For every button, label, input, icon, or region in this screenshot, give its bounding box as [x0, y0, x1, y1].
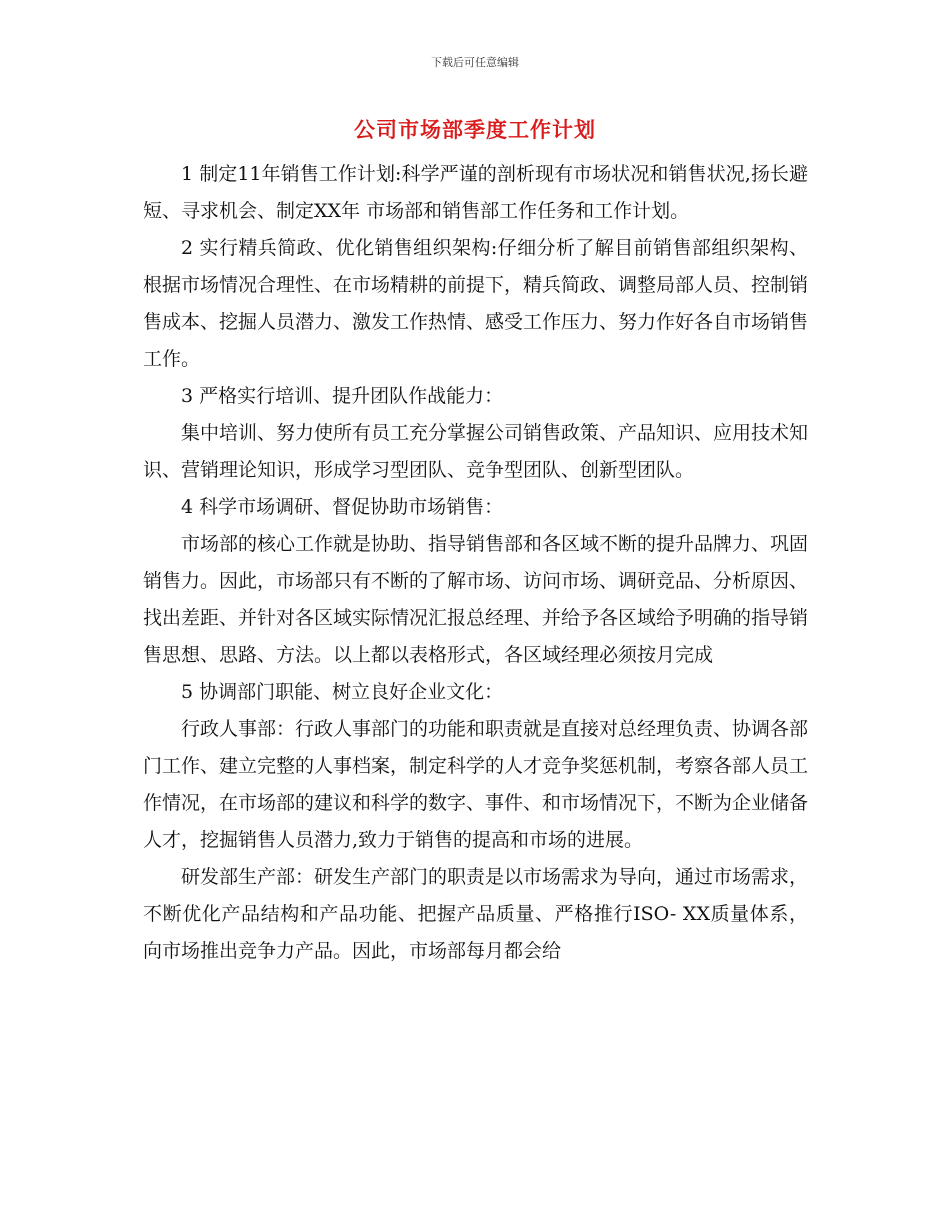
document-body	[143, 156, 808, 970]
paragraph-1: 1 制定11年销售工作计划:科学严谨的剖析现有市场状况和销售状况,扬长避短、寻求机会、制定XX年 市场部和销售部工作任务和工作计划。	[143, 163, 808, 222]
paragraph-9: 研发部生产部：研发生产部门的职责是以市场需求为导向，通过市场需求，不断优化产品结构和产品功能、把握产品质量、严格推行ISO- XX质量体系，向市场推出竞争力产品。因此，市场部每月都会给	[143, 866, 809, 962]
paragraph-6: 市场部的核心工作就是协助、指导销售部和各区域不断的提升品牌力、巩固销售力。因此，市场部只有不断的了解市场、访问市场、调研竞品、分析原因、找出差距、并针对各区域实际情况汇报总经理、并给予各区域给予明确的指导销售思想、思路、方法。以上都以表格形式，各区域经理必须按月完成	[143, 533, 809, 666]
header-note: 下载后可任意编辑	[431, 56, 519, 69]
paragraph-7: 5 协调部门职能、树立良好企业文化：	[181, 681, 504, 703]
paragraph-3: 3 严格实行培训、提升团队作战能力：	[181, 385, 504, 407]
paragraph-2: 2 实行精兵简政、优化销售组织架构:仔细分析了解目前销售部组织架构、根据市场情况合理性、在市场精耕的前提下，精兵简政、调整局部人员、控制销售成本、挖掘人员潜力、激发工作热情、感受工作压力、努力作好各自市场销售工作。	[143, 237, 809, 370]
document-title: 公司市场部季度工作计划	[354, 118, 596, 142]
paragraph-4: 集中培训、努力使所有员工充分掌握公司销售政策、产品知识、应用技术知识、营销理论知识，形成学习型团队、竞争型团队、创新型团队。	[143, 422, 809, 481]
paragraph-5: 4 科学市场调研、督促协助市场销售：	[181, 496, 504, 518]
paragraph-8: 行政人事部：行政人事部门的功能和职责就是直接对总经理负责、协调各部门工作、建立完整的人事档案，制定科学的人才竞争奖惩机制，考察各部人员工作情况，在市场部的建议和科学的数字、事件、和市场情况下，不断为企业储备人才，挖掘销售人员潜力,致力于销售的提高和市场的进展。	[143, 718, 809, 851]
